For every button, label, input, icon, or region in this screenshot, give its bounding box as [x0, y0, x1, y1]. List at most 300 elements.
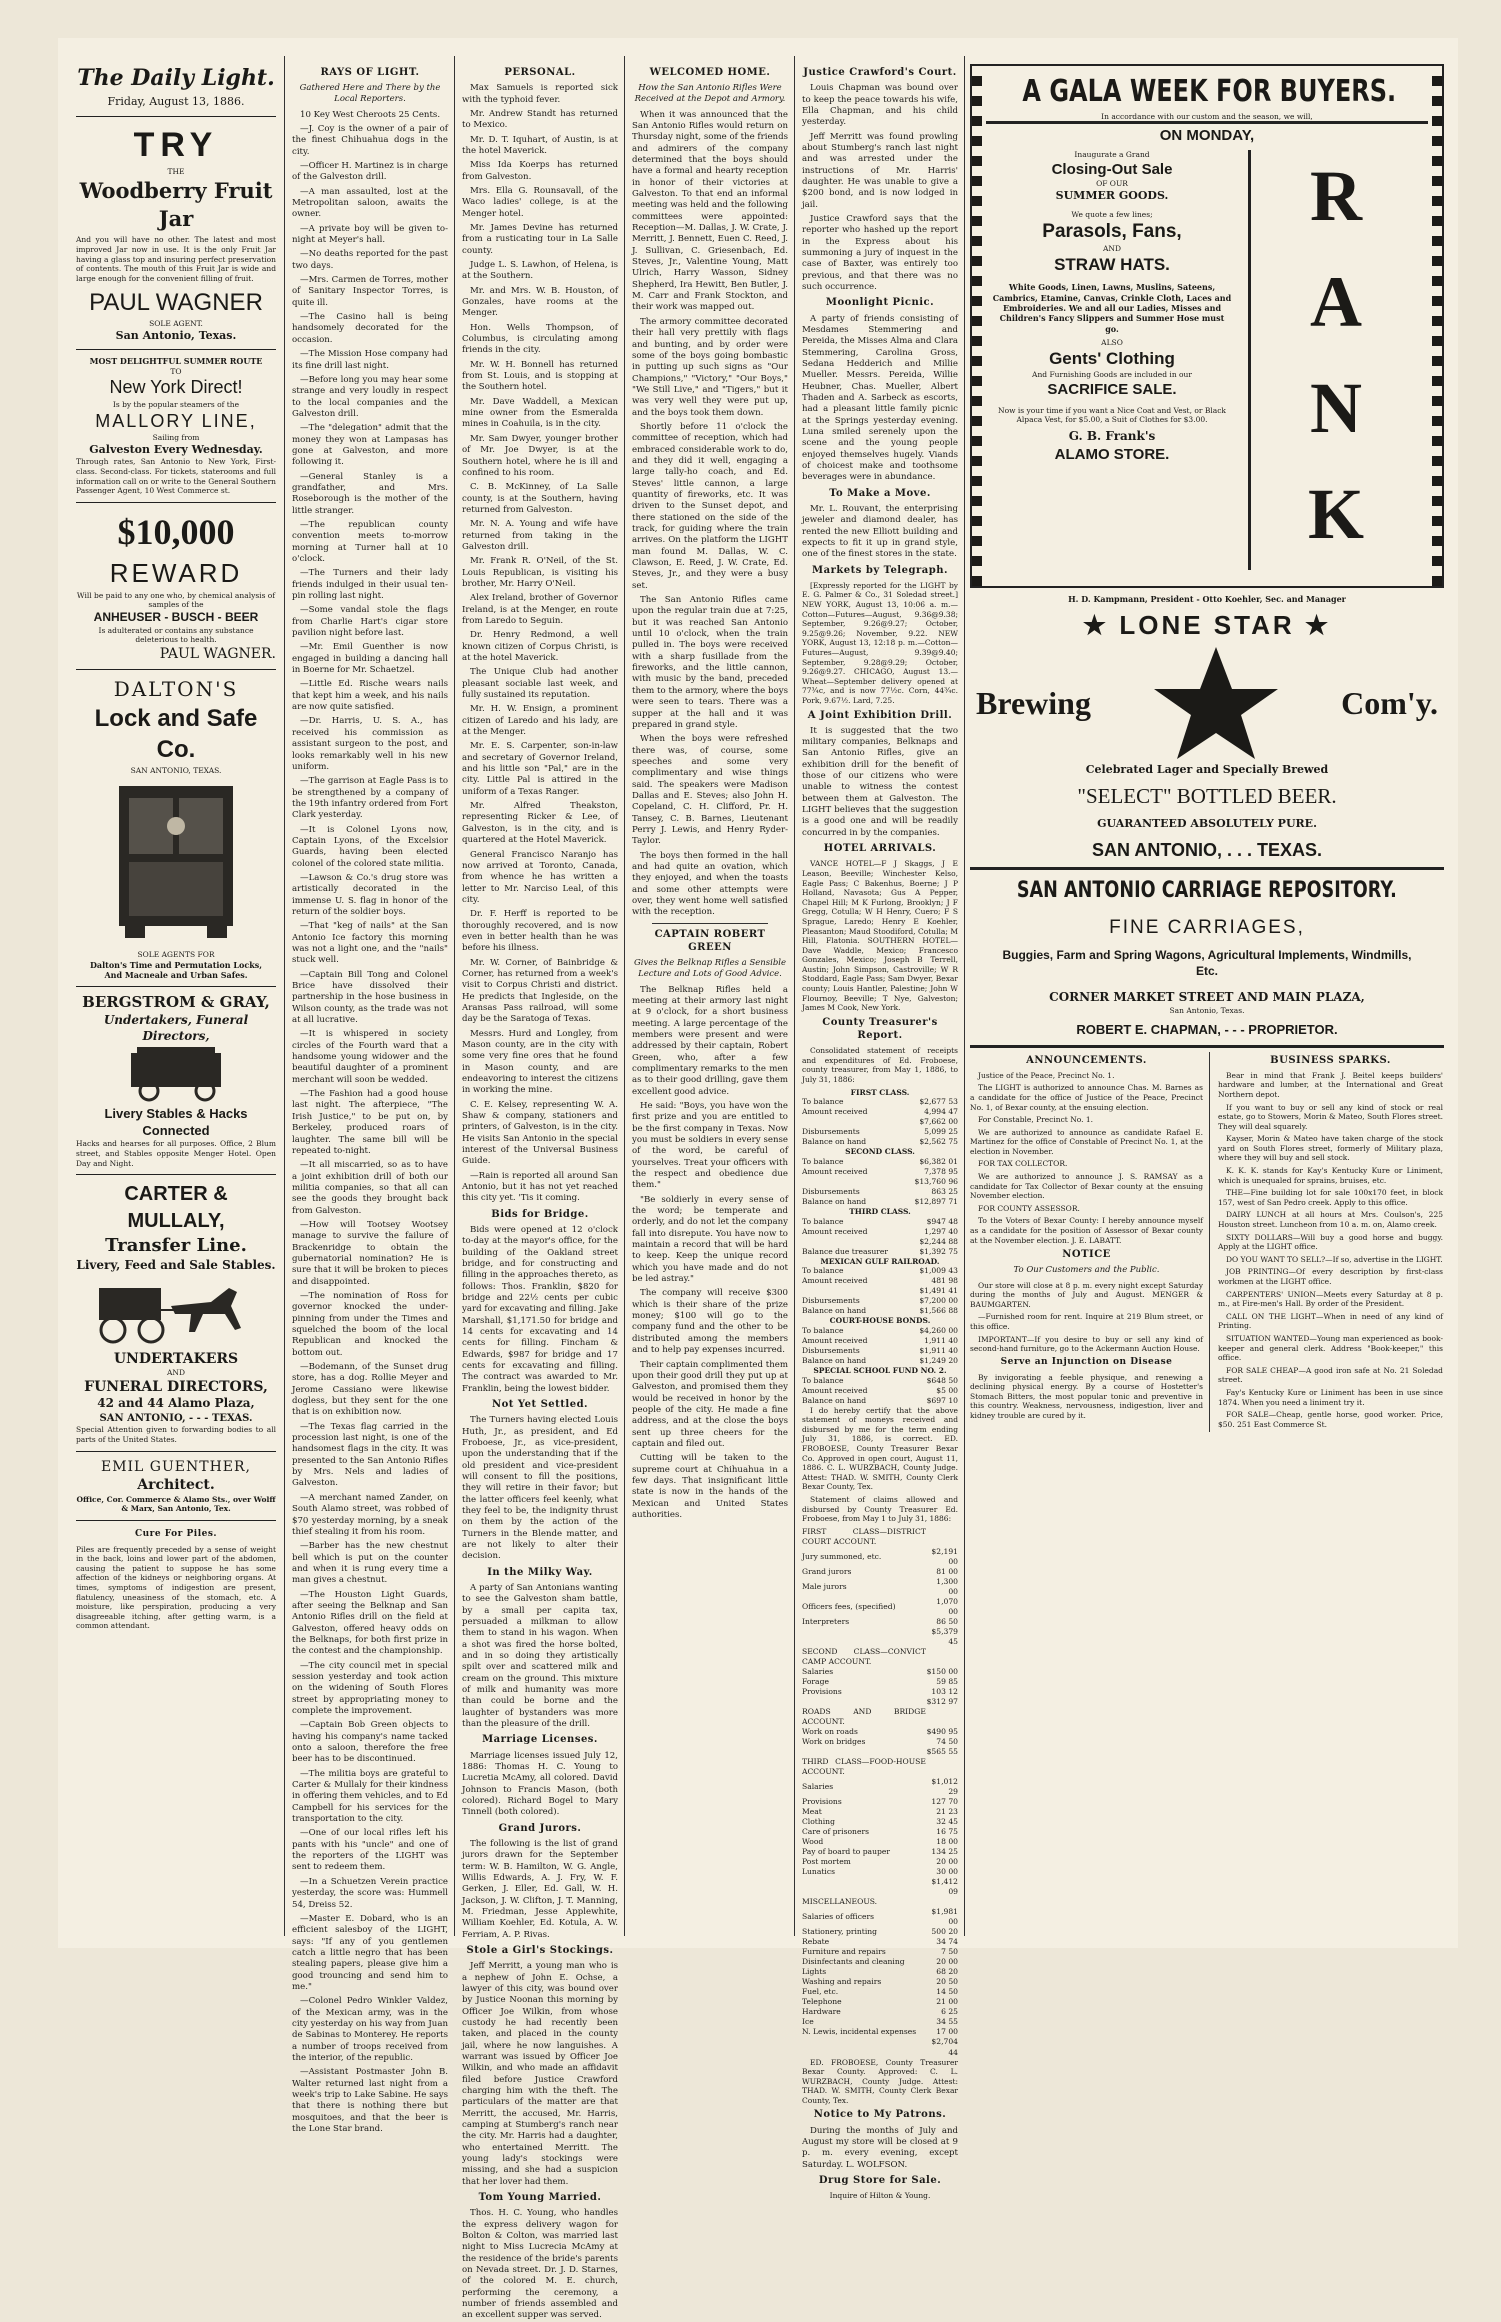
account-row	[802, 1127, 958, 1137]
claims-row	[802, 1747, 958, 1757]
dalton-ad	[76, 669, 276, 986]
article-item: —The republican county convention meets to-morrow morning at Turner hall at 10 o'clock.	[292, 519, 448, 564]
column-rule	[284, 56, 285, 1936]
article-item: SITUATION WANTED—Young man experienced as book-keeper and general clerk. Address "Book-keeper," this office.	[1218, 1333, 1443, 1363]
claims-row	[802, 1597, 958, 1617]
mallory-line-ad	[76, 349, 276, 502]
claims-row-value: $490 95	[926, 1727, 958, 1736]
article-item: —Barber has the new chestnut bell which is put on the counter and when it is rung every time a man gives a chestnut.	[292, 1541, 448, 1586]
article-item: —It is Colonel Lyons now, Captain Lyons, of the Excelsior Guards, having been elected colonel of the colored state militia.	[292, 824, 448, 869]
rays-heading: RAYS OF LIGHT.	[320, 67, 420, 78]
account-row	[802, 1306, 958, 1316]
account-row-label: Amount received	[802, 1385, 868, 1395]
mallory-line: MALLORY LINE,	[95, 410, 257, 431]
article-item: We are authorized to announce J. S. RAMSAY as a candidate for Tax Collector of Bexar county at the ensuing November election.	[970, 1172, 1203, 1201]
account-row	[802, 1157, 958, 1167]
article-item: Mr. N. A. Young and wife have returned from taking in the Galveston drill.	[462, 519, 618, 552]
quote-line: We quote a few lines;	[1071, 209, 1153, 219]
bergstrom-ad	[76, 986, 276, 1174]
letter-a: A	[1310, 262, 1362, 342]
masthead-date: Friday, August 13, 1886.	[107, 95, 245, 109]
gents-clothing: Gents' Clothing	[1049, 348, 1175, 368]
claims-row-label: Care of prisoners	[802, 1827, 869, 1837]
claims-row-value	[926, 1647, 958, 1667]
claims-row-label: Jury summoned, etc.	[802, 1551, 882, 1561]
time-locks: Dalton's Time and Permutation Locks,	[89, 959, 263, 970]
article-item: —How will Tootsey Wootsey manage to survive the failure of Brackenridge to obtain the gubernatorial nomination? He is sure that it will be broken to pieces and disappointed.	[292, 1219, 448, 1287]
claims-row-value: $2,704 44	[931, 2037, 958, 2057]
furnishing-line: And Furnishing Goods are included in our	[1032, 370, 1192, 380]
article-item: Alex Ireland, brother of Governor Ireland, is at the Menger, en route from Laredo to Seguin.	[462, 593, 618, 626]
account-row-label: Amount received	[802, 1107, 868, 1117]
wagner-signature: PAUL WAGNER.	[159, 645, 276, 662]
move-body: Mr. L. Rouvant, the enterprising jeweler and diamond dealer, has rented the new Elliott building and expects to fit it up in grand style, one of the finest stores in the state.	[802, 503, 958, 560]
dalton-name: DALTON'S	[113, 677, 239, 702]
the-label: THE	[167, 167, 185, 177]
of-our: OF OUR	[1096, 179, 1128, 189]
claims-row	[802, 1957, 958, 1967]
claims-row	[802, 2017, 958, 2027]
marriage-heading: Marriage Licenses.	[482, 1734, 598, 1746]
article-item: —A private boy will be given to-night at Meyer's hall.	[292, 223, 448, 246]
account-row	[802, 1137, 958, 1147]
article-item: Bear in mind that Frank J. Beitel keeps builders' hardware and lumber, at the International and Great Northern depot.	[1218, 1070, 1443, 1099]
personal-items	[462, 83, 618, 1168]
account-row-label: To balance	[802, 1325, 844, 1335]
claims-row	[802, 2027, 958, 2037]
livery-feed: Livery, Feed and Sale Stables.	[76, 1257, 276, 1272]
account-row-label: Balance on hand	[802, 1395, 867, 1405]
claims-row-value: $150 00	[926, 1666, 958, 1676]
column-rule	[794, 56, 795, 1936]
account-row-label: Balance on hand	[802, 1355, 867, 1365]
comy-word: Com'y.	[1341, 684, 1438, 721]
article-item: The armory committee decorated their hall very prettily with flags and bunting, and by order were some of the boys going bombastic in putting up such signs as "Our Champions," "Victory," "Our Boys," "We Still Live," and "Tigers," but it was very well they were put up, and the boys took them down.	[632, 316, 788, 418]
account-row	[802, 1237, 958, 1247]
article-item: Dr. F. Herff is reported to be thoroughly recovered, and is now even in better health than he was before his illness.	[462, 909, 618, 954]
alamo-store: ALAMO STORE.	[1054, 445, 1170, 463]
reward-amount: $10,000	[117, 511, 235, 552]
lock-safe-co: Lock and Safe Co.	[94, 704, 258, 764]
gala-heading: A GALA WEEK FOR BUYERS.	[1022, 74, 1397, 109]
claims-row-label	[802, 2037, 926, 2057]
claims-row-value: $5,379 45	[931, 1626, 958, 1646]
claims-row-label: Pay of board to pauper	[802, 1847, 890, 1857]
claims-row	[802, 1897, 958, 1907]
stole-heading: Stole a Girl's Stockings.	[466, 1945, 614, 1956]
account-row	[802, 1396, 958, 1406]
account-row	[802, 1117, 958, 1127]
account-class-label: MEXICAN GULF RAILROAD.	[820, 1256, 940, 1266]
claims-row-label: Forage	[802, 1676, 829, 1686]
move-heading: To Make a Move.	[829, 487, 931, 499]
announcements-list	[970, 1071, 1203, 1246]
claims-row-value: $1,412 09	[931, 1877, 958, 1897]
account-class-label: THIRD CLASS.	[849, 1206, 911, 1216]
account-table	[802, 1217, 958, 1257]
captain-subheading: Gives the Belknap Rifles a Sensible Lecture and Lots of Good Advice.	[633, 958, 787, 980]
white-goods: White Goods, Linen, Lawns, Muslins, Sateens, Cambrics, Etamine, Canvas, Crinkle Cloth, Laces and Embroideries. We and all our Ladies, Misses and Children's Fancy Slippers and Summer Hose must go.	[992, 282, 1232, 334]
article-item: Mr. E. S. Carpenter, son-in-law and secretary of Governor Ireland, and his little son "Pal," are in the city. Little Pal is attired in the uniform of a Texas Ranger.	[462, 741, 618, 797]
account-row-value: $7,662 00	[919, 1117, 958, 1127]
gala-week-ad	[970, 64, 1444, 588]
account-row-value: $5 00	[936, 1385, 958, 1395]
claims-row-value	[926, 1707, 958, 1727]
livery-body: Hacks and hearses for all purposes. Office, 2 Blum street, and Stables opposite Menger Hotel. Open Day and Night.	[76, 1139, 276, 1168]
article-item: CALL ON THE LIGHT—When in need of any kind of Printing.	[1218, 1311, 1443, 1331]
personal-heading: PERSONAL.	[504, 67, 576, 78]
claims-row-label: Fuel, etc.	[802, 1987, 839, 1997]
claims-heading: Statement of claims allowed and disbursed by County Treasurer Ed. Froboese, from May 1 to July 31, 1886:	[802, 1494, 958, 1524]
account-row-label	[802, 1177, 896, 1187]
article-item: FOR TAX COLLECTOR.	[978, 1159, 1068, 1169]
hotel-body: VANCE HOTEL—F J Skaggs, J E Leason, Beeville; Winchester Kelso, Eagle Pass; C Bakenhus, Boerne; J P Holland, Navasota; Gus A Pepper, Chapel Hill; M K Furlong, Brooklyn; J F Gregg, Cotulla; W H Henry, Cuero; F S Sprague, Laredo; Henry E Koehler, Pleasanton; Maud Stoodiford, Cotulla; M Hill, Flatonia. SOUTHERN HOTEL—Dave Waddle, Mexico; Francesco Gonzales, Mexico; Joseph B Terrell, Austin; John Simpson, Castroville; W R Stoddard, Eagle Pass; Sam Dwyer, Bexar county; Louis Hantler, Palestine; John W Flournoy, Beeville; T Nye, Galveston; James M Cook, New York.	[802, 859, 958, 1013]
claims-row-label: Meat	[802, 1807, 822, 1817]
welcomed-subheading: How the San Antonio Rifles Were Received at the Depot and Armory.	[634, 83, 786, 105]
sacrifice-sale: SACRIFICE SALE.	[1047, 380, 1177, 398]
column-2-rays-of-light	[292, 64, 448, 2135]
account-row	[802, 1266, 958, 1276]
business-sparks-column	[1218, 1052, 1443, 1433]
article-item: —The garrison at Eagle Pass is to be strengthened by a company of the 19th infantry ordered from Fort Clark yesterday.	[292, 776, 448, 821]
important-notice: IMPORTANT—If you desire to buy or sell any kind of second-hand furniture, go to the Ackermann Auction House.	[970, 1334, 1203, 1354]
treasurer-accounts	[802, 1088, 958, 1406]
article-item: SIXTY DOLLARS—Will buy a good horse and buggy. Apply at the LIGHT office.	[1218, 1232, 1443, 1252]
article-item: —A merchant named Zander, on South Alamo street, was robbed of $70 yesterday morning, by a sneak thief stealing it from his room.	[292, 1492, 448, 1537]
claims-row-label: Salaries	[802, 1666, 834, 1676]
tom-heading: Tom Young Married.	[478, 2192, 602, 2204]
macneale-safes: And Macneale and Urban Safes.	[104, 969, 248, 980]
claims-row-label: FIRST CLASS—DISTRICT COURT ACCOUNT.	[802, 1526, 926, 1546]
buggies-line: Buggies, Farm and Spring Wagons, Agricultural Implements, Windmills, Etc.	[1002, 948, 1412, 979]
article-item: FOR COUNTY ASSESSOR.	[978, 1203, 1080, 1213]
fruit-jar-body: And you will have no other. The latest and most improved Jar now in use. It is the only Fruit Jar having a glass top and insuring perfect preservation of contents. The mouth of this Fruit Jar is wide and large enough for the convenient filling of fruit.	[76, 235, 276, 283]
claims-row-value: 21 00	[936, 1997, 958, 2007]
claims-row	[802, 1777, 958, 1797]
claims-row-value: $2,191 00	[931, 1546, 958, 1566]
article-item: Kayser, Morin & Mateo have taken charge of the stock yard on South Flores street, formerly of Military plaza, where they will buy and sell stock.	[1218, 1134, 1443, 1163]
article-item: To the Voters of Bexar County: I hereby announce myself as a candidate for the position of Assessor of Bexar county at the November election. J. E. LABATT.	[970, 1216, 1203, 1245]
article-item: The company will receive $300 which is their share of the prize money; $100 will go to the company fund and the other to be distributed among the members and to help pay expenses incurred.	[632, 1288, 788, 1356]
claims-row-value: 500 20	[931, 1927, 958, 1937]
court-body	[802, 83, 958, 293]
reward-label: REWARD	[109, 558, 243, 589]
article-item: When it was announced that the San Antonio Rifles would return on Thursday night, some of the friends and admirers of the company determined that the boys should have a formal and hearty reception in honor of their victories at Galveston. To that end an informal meeting was held and the following committees were appointed: Reception—M. Dallas, J. W. Crate, J. Merritt, J. Bennett, Euen C. Reed, J. J. Sullivan, C. Griesenbach, Ed. Steves, Jr., Valentine Young, Matt Ulrich, Harry Wasson, Sidney Shepherd, Ira Hewitt, Ben Butler, J. M. Carr and Frank Stockton, and their work was mapped out.	[632, 109, 788, 313]
article-item: —Bodemann, of the Sunset drug store, has a dog. Rollie Meyer and Jerome Cassiano were likewise dogless, but they sent for the one that is on exhibition now.	[292, 1362, 448, 1418]
claims-row-value: 86 50	[936, 1616, 958, 1626]
joint-heading: A Joint Exhibition Drill.	[807, 709, 953, 721]
milky-heading: In the Milky Way.	[487, 1566, 593, 1578]
article-item: The boys then formed in the hall and had quite an ovation, which they enjoyed, and when the toasts and some other attempts were over, they went home well satisfied with the reception.	[632, 850, 788, 918]
claims-row-label: Clothing	[802, 1817, 835, 1827]
claims-row-label: THIRD CLASS—FOOD-HOUSE ACCOUNT.	[802, 1757, 926, 1777]
article-item: Dr. Henry Redmond, a well known citizen of Corpus Christi, is at the hotel Maverick.	[462, 630, 618, 663]
claims-row-label: Male jurors	[802, 1581, 847, 1591]
wagner-city: San Antonio, Texas.	[115, 328, 237, 342]
claims-row-label: Salaries	[802, 1782, 834, 1792]
claims-row	[802, 1997, 958, 2007]
alamo-address: 42 and 44 Alamo Plaza,	[97, 1396, 255, 1411]
article-item: K. K. K. stands for Kay's Kentucky Kure or Liniment, which is unequaled for sprains, bruises, etc.	[1218, 1166, 1443, 1185]
captain-heading: CAPTAIN ROBERT GREEN	[654, 928, 766, 953]
article-item: JOB PRINTING—Of every description by first-class workmen at the LIGHT office.	[1218, 1267, 1443, 1287]
claims-row-value: 1,070 00	[936, 1596, 958, 1616]
carriage-repository-ad	[970, 870, 1444, 1047]
account-table	[802, 1157, 958, 1207]
account-row	[802, 1187, 958, 1197]
claims-row-value	[926, 1757, 958, 1777]
claims-row-label	[802, 1697, 926, 1707]
account-row-value: $1,249 20	[919, 1355, 958, 1365]
article-item: —The Texas flag carried in the procession last night, is one of the handsomest flags in the city. It was presented to the San Antonio Rifles by Mrs. Nels and ladies of Galveston.	[292, 1421, 448, 1489]
account-row	[802, 1197, 958, 1207]
guenther-ad	[76, 1451, 276, 1520]
jurors-body: The following is the list of grand jurors drawn for the September term: W. B. Hamilton, W. G. Angle, Willis Edwards, A. J. Fry, W. F. Gerken, J. Eller, Ed. Gall, W. H. Jackson, J. W. Clifton, J. T. Manning, M. Friedman, Jesse Applewhite, William Koehler, Ed. Kotula, A. W. Ferriam, A. P. Rivas.	[462, 1838, 618, 1940]
star-emblem-icon	[1146, 643, 1286, 763]
claims-row-value: 7 50	[941, 1947, 958, 1957]
claims-row-label: Provisions	[802, 1686, 842, 1696]
bids-body: Bids were opened at 12 o'clock to-day at the mayor's office, for the building of the Oakland street bridge, and for constructing and filling in the approaches thereto, as follows: Thos. Franklin, $820 for bridge and 22½ cents per cubic yard for excavating and filling. Jake Marshall, $1,171.50 for bridge and 14 cents for excavating and 14 cents for filling. Fincham & Edwards, $987 for bridge and 17 cents for excavating and filling. The contract was awarded to Mr. Franklin, being the lowest bidder.	[462, 1225, 618, 1394]
claims-row-label: Wood	[802, 1837, 824, 1847]
claims-sign: ED. FROBOESE, County Treasurer Bexar County. Approved: C. L. WURZBACH, County Judge. Attest: THAD. W. SMITH, County Clerk Bexar County, Tex.	[802, 2057, 958, 2105]
sole-agents-for: SOLE AGENTS FOR	[137, 949, 215, 959]
claims-row-value: 14 50	[936, 1987, 958, 1997]
claims-row-value: 59 85	[936, 1676, 958, 1686]
article-item: —Mrs. Carmen de Torres, mother of Sanitary Inspector Torres, is quite ill.	[292, 275, 448, 308]
undertakers-line: Undertakers, Funeral Directors,	[103, 1013, 249, 1043]
account-row-value: $1,009 43	[919, 1266, 958, 1276]
claims-row-value: 74 50	[936, 1737, 958, 1747]
account-row-label: To balance	[802, 1156, 844, 1166]
injunction-heading: Serve an Injunction on Disease	[1000, 1356, 1173, 1367]
funeral-directors: FUNERAL DIRECTORS,	[84, 1378, 268, 1395]
article-item: Mr. Alfred Theakston, representing Ricker & Lee, of Galveston, is in the city, and is quartered at the Hotel Maverick.	[462, 801, 618, 846]
sailing-from: Sailing from	[152, 433, 200, 443]
article-item: —Lawson & Co.'s drug store was artistically decorated in the immense U. S. flag in honor of the return of the soldier boys.	[292, 872, 448, 917]
masthead-title: The Daily Light.	[77, 65, 275, 91]
article-item: Mr. D. T. Iquhart, of Austin, is at the hotel Maverick.	[462, 134, 618, 156]
article-item: —Mr. Emil Guenther is now engaged in building a dancing hall in Boerne for Mr. Schaetzel.	[292, 642, 448, 676]
article-item: The LIGHT is authorized to announce Chas. M. Barnes as a candidate for the office of Justice of the Peace, Precinct No. 1, of Bexar county, at the ensuing election.	[970, 1083, 1203, 1112]
marriage-body: Marriage licenses issued July 12, 1886: Thomas H. C. Young to Lucretia McAmy, all colored. David Johnson to Francis Mason, (both colored). Richard Bogel to Mary Tinnell (both colored).	[462, 1750, 618, 1818]
claims-table	[802, 1527, 958, 2058]
article-item: THE—Fine building lot for sale 100x170 feet, in block 157, west of San Pedro creek. Apply to this office.	[1218, 1188, 1443, 1207]
treasurer-certify: I do hereby certify that the above statement of moneys received and disbursed by me for the term ending July 31, 1886, is correct. ED. FROBOESE, County Treasurer Bexar Co. Approved in open court, August 11, 1886. C. L. WURZBACH, County Judge. Attest: THAD. W. SMITH, County Clerk Bexar County, Tex.	[802, 1405, 958, 1492]
claims-row	[802, 1567, 958, 1577]
account-row-value: 7,378 95	[924, 1166, 958, 1176]
business-heading: BUSINESS SPARKS.	[1270, 1054, 1391, 1066]
article-item: —Before long you may hear some strange and very loudly in respect to the local companies and the Galveston drill.	[292, 374, 448, 419]
article-item: For Constable, Precinct No. 1.	[978, 1115, 1094, 1125]
claims-row-value: 20 50	[936, 1977, 958, 1987]
wagner-name: PAUL WAGNER	[89, 289, 263, 317]
article-item: Shortly before 11 o'clock the committee of reception, which had embraced considerable work to do, and they did it well, engaging a large tally-ho coach, and Ed. Steves' little cannon, a large quantity of fireworks, etc. It was driven to the Sunset depot, and there stationed on the side of the track, for guiding where the train arrives. On the platform the LIGHT man found M. Dallas, W. C. Clawson, E. Reed, J. W. Crate, Ed. Steves, Jr., and they were a busy set.	[632, 421, 788, 591]
article-item: CARPENTERS' UNION—Meets every Saturday at 8 p. m., at Fire-men's Hall. By order of the President.	[1218, 1289, 1443, 1309]
article-item: General Francisco Naranjo has now arrived at Toronto, Canada, from whence he has written a letter to Mr. Narciso Leal, of this city.	[462, 849, 618, 905]
special-attention: Special Attention given to forwarding bodies to all parts of the United States.	[76, 1425, 276, 1445]
column-1-ads	[76, 64, 276, 1936]
account-table	[802, 1376, 958, 1406]
claims-row-label: Grand jurors	[802, 1566, 852, 1576]
injunction-body: By invigorating a feeble physique, and renewing a declining physical energy. By a course of Hostetter's Stomach Bitters, the most popular tonic and preventive in this country. Weakness, nervousness, indigestion, liver and kidney trouble are cured by it.	[970, 1372, 1203, 1421]
account-row-label: Balance due treasurer	[802, 1246, 889, 1256]
transfer-line: Transfer Line.	[105, 1234, 247, 1256]
claims-row	[802, 1847, 958, 1857]
treasurer-intro: Consolidated statement of receipts and expenditures of Ed. Froboese, county treasurer, from May 1, 1886, to July 31, 1886:	[802, 1046, 958, 1084]
claims-row-label: Salaries of officers	[802, 1912, 875, 1922]
account-row-value: $697 10	[926, 1395, 958, 1405]
brewing-word: Brewing	[976, 684, 1091, 721]
notice-text: Our store will close at 8 p. m. every night except Saturday during the months of July and August. MENGER & BAUMGARTEN.	[970, 1280, 1203, 1309]
captain-body	[632, 985, 788, 1522]
column-5-court-markets	[802, 64, 958, 2201]
announcements-column	[970, 1052, 1210, 1433]
reward-body: Will be paid to any one who, by chemical analysis of samples of the	[76, 590, 276, 610]
claims-row	[802, 1617, 958, 1627]
article-item: —Colonel Pedro Winkler Valdez, of the Mexican army, was in the city yesterday on his way from Juan de Sabinas to Monterey. He reports a number of troops received from the interior, of the republic.	[292, 1996, 448, 2063]
treasurer-heading: County Treasurer's Report.	[822, 1016, 938, 1042]
account-row	[802, 1097, 958, 1107]
account-row-label: Balance on hand	[802, 1306, 867, 1316]
claims-row-label: Officers fees, (specified)	[802, 1601, 896, 1611]
frank-name: G. B. Frank's	[1068, 428, 1156, 443]
account-row-value: 4,994 47	[924, 1107, 958, 1117]
drug-heading: Drug Store for Sale.	[818, 2175, 942, 2187]
claims-row	[802, 1977, 958, 1987]
corner-address: CORNER MARKET STREET AND MAIN PLAZA,	[1049, 989, 1365, 1004]
claims-row-label: MISCELLANEOUS.	[802, 1897, 878, 1907]
architect-label: Architect.	[137, 1477, 215, 1494]
rain-item: —Rain is reported all around San Antonio, but it has not yet reached this city yet. 'Tis it coming.	[462, 1170, 618, 1204]
article-item: Mr. W. H. Bonnell has returned from St. Louis, and is stopping at the Southern hotel.	[462, 359, 618, 393]
lone-star-title: LONE STAR	[1119, 610, 1295, 641]
claims-row-value: 34 74	[936, 1937, 958, 1947]
try-heading: TRY	[133, 125, 219, 164]
account-row-label: Amount received	[802, 1276, 868, 1286]
claims-row-label: Stationery, printing	[802, 1927, 877, 1937]
claims-row-label: N. Lewis, incidental expenses	[802, 2027, 917, 2037]
also-label: ALSO	[1101, 338, 1123, 348]
claims-row-value: $312 97	[926, 1696, 958, 1706]
claims-row-value: 6 25	[941, 2007, 958, 2017]
article-item: —The Houston Light Guards, after seeing the Belknap and San Antonio Rifles drill on the field at Galveston, offered heavy odds on the Belknaps, for both first prize in the contest and the championship.	[292, 1589, 448, 1657]
claims-row	[802, 1827, 958, 1837]
welcomed-heading: WELCOMED HOME.	[649, 67, 771, 78]
article-item: Mr. and Mrs. W. B. Houston, of Gonzales, have rooms at the Menger.	[462, 285, 618, 319]
claims-row	[802, 2037, 958, 2057]
markets-body: [Expressly reported for the LIGHT by E. G. Palmer & Co., 31 Soledad street.] NEW YORK, August 13, 10:06 a. m.—Cotton—Futures—August, 9.36@9.38; September, 9.26@9.27; October, 9.25@9.26; November, 9.22. NEW YORK, August 13, 12:18 p. m.—Cotton—Futures—August, 9.39@9.40; September, 9.28@9.29; October, 9.26@9.27. CHICAGO, August 13.—Wheat—September delivery opened at 77¾c, and is now 77½c. Corn, 44¾c. Pork, 9.67½. Lard, 7.25.	[802, 580, 958, 705]
account-row	[802, 1217, 958, 1227]
article-item: —No deaths reported for the past two days.	[292, 249, 448, 271]
alamo-city: SAN ANTONIO, - - - TEXAS.	[99, 1413, 253, 1425]
article-item: Louis Chapman was bound over to keep the peace towards his wife, Ella Chapman, and his child yesterday.	[802, 83, 958, 128]
notset-body: The Turners having elected Louis Huth, Jr., as president, and Ed Froboese, Jr., as vice-president, upon the understanding that if the old president and vice-president will consent to fill the positions, they will retire in their favor; but the latter officers feel keenly, what they feel to be, the indignity thrust on them by the action of the Turners in the Blende matter, and are not likely to alter their decision.	[462, 1415, 618, 1562]
claims-row	[802, 1757, 958, 1777]
claims-row	[802, 1927, 958, 1937]
closing-out-sale: Closing-Out Sale	[1051, 160, 1173, 178]
sole-agent: SOLE AGENT.	[149, 319, 203, 329]
summer-goods: SUMMER GOODS.	[1055, 188, 1169, 202]
milky-body: A party of San Antonians wanting to see the Galveston sham battle, by a small per capita tax, persuaded a milkman to allow them to stand in his wagon. When a shot was fired the horse bolted, and in so doing they artistically spilt over and scattered milk and cream on the ground. This mixture of milk and humanity was more than could be borne and the laughter of bystanders was more than the pleasure of the drill.	[462, 1583, 618, 1730]
account-row-label: Disbursements	[802, 1127, 860, 1137]
article-item: —The Mission Hose company had its fine drill last night.	[292, 349, 448, 371]
dalton-city: SAN ANTONIO, TEXAS.	[130, 766, 222, 775]
article-item: Their captain complimented them upon their good drill they put up at Galveston, and promised them they would be received in honor by the people of the city. He made a fine address, and at the close the boys sent up three cheers for the captain and filed out.	[632, 1359, 788, 1449]
select-bottled: "SELECT" BOTTLED BEER.	[1077, 784, 1337, 809]
safe-illustration	[101, 776, 251, 946]
claims-row-label: Lights	[802, 1967, 827, 1977]
article-item: We are authorized to announce as candidate Rafael E. Martinez for the office of Constable of Precinct No. 1, at the election in November.	[970, 1127, 1203, 1156]
column-rule	[454, 56, 455, 1936]
guaranteed-line: GUARANTEED ABSOLUTELY PURE.	[1097, 816, 1317, 830]
letter-n: N	[1310, 368, 1362, 448]
claims-row-label: Disinfectants and cleaning	[802, 1957, 905, 1967]
account-row-value: $4,260 00	[919, 1325, 958, 1335]
article-item: When the boys were refreshed there was, of course, some speeches and some very complimentary and wise things said. The speakers were Madison Dallas and E. Steves; also John H. Copeland, C. H. Clifford, Pr. H. Tansey, C. B. Barnes, Lieutenant Perry J. Lewis, and Henry Ryder-Taylor.	[632, 734, 788, 847]
account-row-label: To balance	[802, 1216, 844, 1226]
star-icon-right: ★	[1304, 610, 1332, 641]
account-row-value: $1,392 75	[919, 1246, 958, 1256]
moonlight-body: A party of friends consisting of Mesdames Stemmering and Pereida, the Misses Alma and Clara Stemmering, Carolina Gross, Sedana Hedderich and Millie Mueller. Messrs. Pereida, Willie Heubner, Chas. Mueller, Albert Thaden and A. Sarbeck as escorts, had a pleasant little family picnic at the Springs yesterday evening. Luna smiled serenely upon the scene and the young people enjoyed themselves hugely. Viands of choicest make and toothsome beverages were in abundance.	[802, 313, 958, 483]
joint-body: It is suggested that the two military companies, Belknaps and San Antonio Rifles, give an exhibition drill for the benefit of those of our citizens who were unable to witness the contest between them at Galveston. The LIGHT believes that the suggestion is a good one and will be readily concurred in by the companies.	[802, 725, 958, 838]
claims-row	[802, 1737, 958, 1747]
account-row	[802, 1227, 958, 1237]
account-class-label: COURT-HOUSE BONDS.	[829, 1316, 931, 1326]
fruit-jar-ad	[76, 116, 276, 350]
markets-heading: Markets by Telegraph.	[812, 564, 948, 576]
lone-star-ad	[970, 588, 1444, 870]
claims-row-value: 16 75	[936, 1827, 958, 1837]
account-row-label: Amount received	[802, 1335, 868, 1345]
claims-row-label	[802, 1627, 926, 1647]
article-item: —The Turners and their lady friends indulged in their usual ten-pin rolling last night.	[292, 568, 448, 602]
account-row-value: $7,200 00	[919, 1296, 958, 1306]
article-item: Hon. Wells Thompson, of Columbus, is circulating among friends in the city.	[462, 322, 618, 356]
furnished-room: —Furnished room for rent. Inquire at 219 Blum street, or this office.	[970, 1312, 1203, 1332]
article-item: —In a Schuetzen Verein practice yesterday, the score was: Hummell 54, Dreiss 52.	[292, 1876, 448, 1910]
claims-row-value: 68 20	[936, 1967, 958, 1977]
article-item: —Dr. Harris, U. S. A., has received his commission as assistant surgeon to the post, and looks remarkably well in his new uniform.	[292, 716, 448, 772]
column-6-ads	[970, 64, 1444, 1936]
claims-row-label: Hardware	[802, 2007, 841, 2017]
claims-row-value: 17 00	[936, 2027, 958, 2037]
livery-connected: Livery Stables & Hacks Connected	[104, 1106, 248, 1139]
article-item: He said: "Boys, you have won the first prize and you are entitled to be the first company in Texas. Now you must be soldiers in every sense of the word, be careful of yourselves. Treat your officers with the respect and obedience due them."	[632, 1100, 788, 1191]
claims-row	[802, 1877, 958, 1897]
carter-mullaly-ad	[76, 1174, 276, 1450]
article-item: The Belknap Rifles held a meeting at their armory last night at 9 o'clock, for a short business meeting. A large percentage of the members were present and were addressed by their captain, Robert Green, who, after a few complimentary remarks to the men as to their good drilling, gave them excellent good advice.	[632, 984, 788, 1097]
article-item: Miss Ida Koerps has returned from Galveston.	[462, 160, 618, 182]
account-row	[802, 1107, 958, 1117]
account-row	[802, 1167, 958, 1177]
account-row-value: $1,911 40	[919, 1345, 958, 1355]
claims-row-value: 30 00	[936, 1867, 958, 1877]
fine-carriages: FINE CARRIAGES,	[1109, 917, 1305, 939]
claims-row-value: $565 55	[926, 1747, 958, 1757]
account-row-label: Disbursements	[802, 1345, 860, 1355]
claims-row	[802, 2007, 958, 2017]
claims-row-label: Interpreters	[802, 1616, 850, 1626]
article-item: —It all miscarried, so as to have a joint exhibition drill of both our militia companies, so that all can see the goods they brought back from Galveston.	[292, 1160, 448, 1216]
account-row	[802, 1356, 958, 1366]
account-row-label: Amount received	[802, 1226, 868, 1236]
jurors-heading: Grand Jurors.	[498, 1822, 582, 1834]
business-list	[1218, 1071, 1443, 1430]
article-item: Fay's Kentucky Kure or Liniment has been in use since 1874. When you need a liniment try it.	[1218, 1387, 1443, 1407]
claims-row	[802, 1947, 958, 1957]
claims-row-value: 81 00	[936, 1566, 958, 1576]
account-row-value: 5,099 25	[924, 1127, 958, 1137]
